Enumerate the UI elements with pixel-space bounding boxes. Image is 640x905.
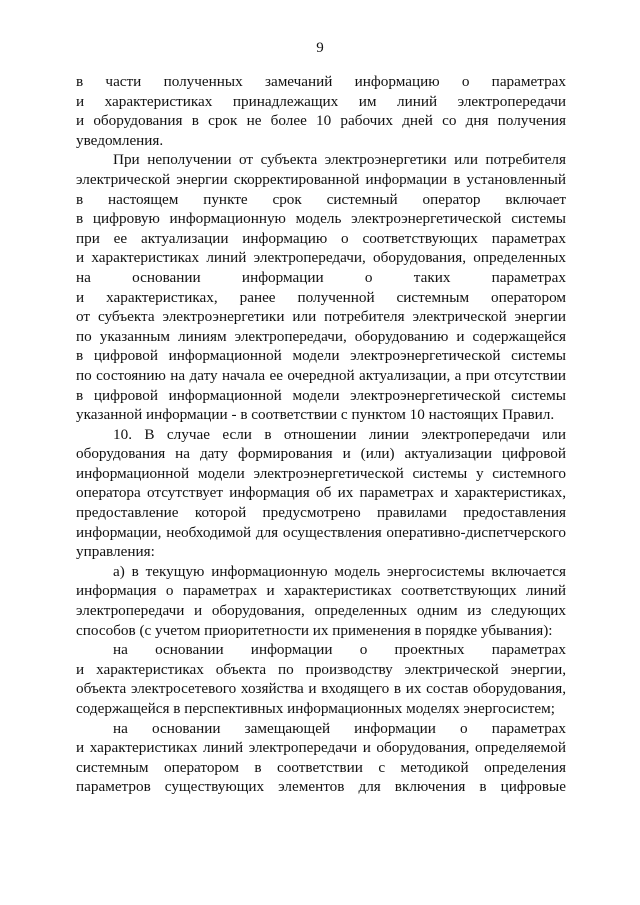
text-line: и характеристиках объекта по производству электрической энергии, [76, 660, 566, 678]
text-line: информация о параметрах и характеристиках соответствующих линий [76, 582, 566, 600]
text-line: способов (с учетом приоритетности их применения в порядке убывания): [76, 621, 553, 639]
text-line: параметров существующих элементов для включения в цифровые [76, 778, 566, 796]
text-line: в цифровой информационной модели электроэнергетической системы [76, 386, 566, 404]
text-line: объекта электросетевого хозяйства и входящего в их состав оборудования, [76, 680, 566, 698]
text-line: предоставление которой предусмотрено правилами предоставления [76, 504, 566, 522]
text-line: и характеристиках, ранее полученной системным оператором [76, 288, 566, 306]
text-line: управления: [76, 543, 155, 561]
text-line: при ее актуализации информацию о соответствующих параметрах [76, 229, 566, 247]
page-number: 9 [316, 40, 324, 56]
text-line: уведомления. [76, 131, 164, 149]
text-line: на основании замещающей информации о параметрах [113, 719, 566, 737]
text-line: по указанным линиям электропередачи, оборудованию и содержащейся [76, 327, 566, 345]
text-line: на основании информации о проектных параметрах [113, 641, 566, 659]
text-line: 10. В случае если в отношении линии электропередачи или [113, 425, 566, 443]
text-line: и характеристиках линий электропередачи, оборудования, определенных [76, 249, 566, 267]
text-line: информационной модели электроэнергетической системы у системного [76, 464, 566, 482]
text-line: содержащейся в перспективных информационных моделях энергосистем; [76, 700, 555, 717]
text-line: от субъекта электроэнергетики или потребителя электрической энергии [76, 308, 566, 326]
text-line: и характеристиках принадлежащих им линий электропередачи [76, 92, 566, 110]
text-line: оператора отсутствует информация об их параметрах и характеристиках, [76, 484, 566, 502]
body-text [76, 72, 566, 797]
text-line: в цифровой информационной модели электроэнергетической системы [76, 347, 566, 365]
text-line: и характеристиках линий электропередачи и оборудования, определяемой [76, 739, 566, 757]
text-line: электропередачи и оборудования, определенных одним из следующих [76, 602, 566, 620]
text-line: и оборудования в срок не более 10 рабочих дней со дня получения [76, 112, 566, 130]
text-line: указанной информации - в соответствии с пунктом 10 настоящих Правил. [76, 406, 555, 424]
text-line: по состоянию на дату начала ее очередной актуализации, а при отсутствии [76, 366, 566, 384]
text-line: системным оператором в соответствии с методикой определения [76, 758, 566, 776]
text-line: а) в текущую информационную модель энергосистемы включается [113, 562, 566, 580]
text-line: в части полученных замечаний информацию о параметрах [76, 73, 566, 90]
text-line: При неполучении от субъекта электроэнергетики или потребителя [113, 151, 566, 169]
text-line: информации, необходимой для осуществления оперативно-диспетчерского [76, 523, 566, 541]
text-line: на основании информации о таких параметрах [76, 268, 566, 286]
text-line: в цифровую информационную модель электроэнергетической системы [76, 210, 566, 228]
text-line: оборудования на дату формирования и (или) актуализации цифровой [76, 445, 566, 463]
text-line: в настоящем пункте срок системный оператор включает [76, 190, 566, 208]
text-line: электрической энергии скорректированной информации в установленный [76, 170, 566, 188]
